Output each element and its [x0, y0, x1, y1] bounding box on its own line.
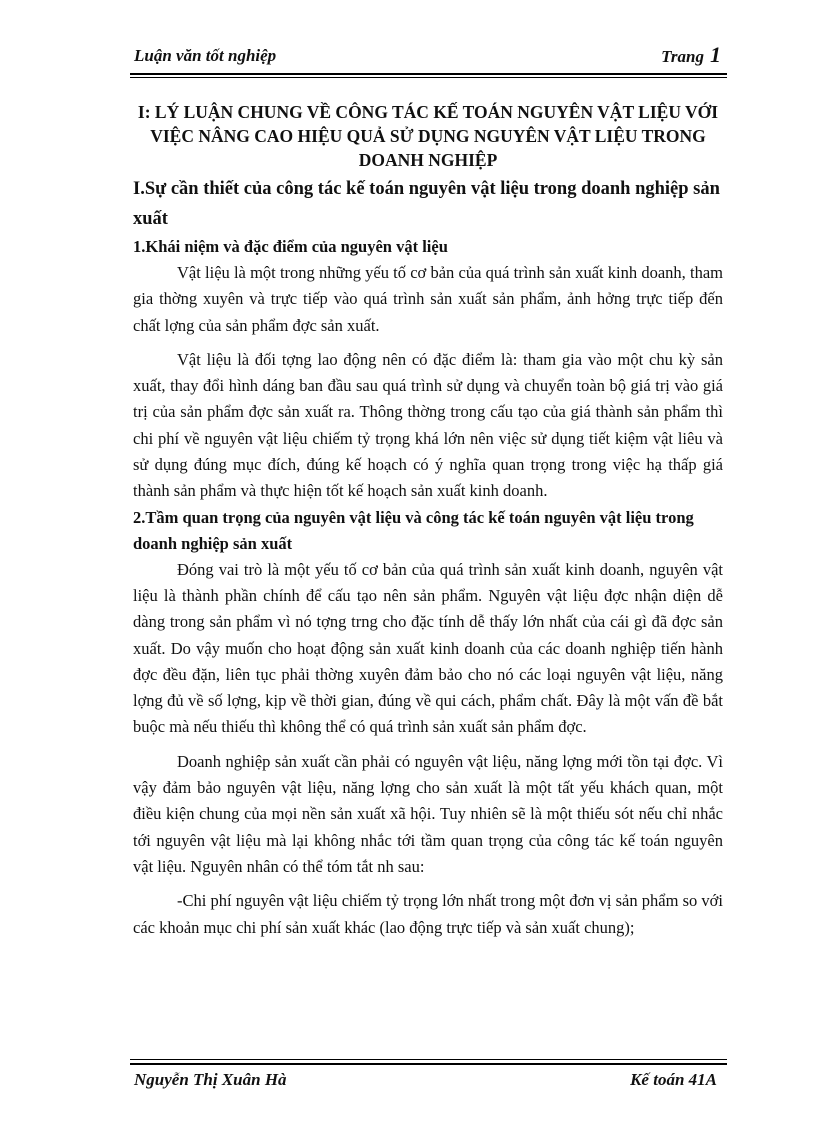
page-body	[133, 100, 723, 941]
paragraph-2: Vật liệu là đối tợng lao động nên có đặc điểm là: tham gia vào một chu kỳ sản xuất, thay đổi hình dáng ban đầu sau quá trình sử dụng và chuyển toàn bộ giá trị vào giá trị của sản phẩm đợc sản xuất ra. Thông thờng trong cấu tạo của giá thành sản phẩm thì chi phí về nguyên vật liệu chiếm tỷ trọng khá lớn nên việc sử dụng tiết kiệm vật liêu và sử dụng đúng mục đích, đúng kế hoạch có ý nghĩa quan trọng trong việc hạ thấp giá thành sản phẩm và thực hiện tốt kế hoạch sản xuất kinh doanh.	[133, 349, 723, 501]
page-number: 1	[710, 42, 721, 67]
footer-rule-thick	[130, 1063, 727, 1065]
paragraph-4: Doanh nghiệp sản xuất cần phải có nguyên vật liệu, năng lợng mới tồn tại đợc. Vì vậy đảm bảo nguyên vật liệu, năng lợng cho sản xuất là một tất yếu khách quan, một điều kiện chung của mọi nền sản xuất xã hội. Tuy nhiên sẽ là một thiếu sót nếu chỉ nhắc tới nguyên vật liệu mà lại không nhắc tới tầm quan trọng của công tác kế toán nguyên vật liệu. Nguyên nhân có thể tóm tắt nh sau:	[133, 751, 723, 876]
footer-rule-thin	[130, 1059, 727, 1060]
header-thesis-label: Luận văn tốt nghiệp	[134, 46, 277, 65]
header-rule-thick	[130, 73, 727, 75]
footer-author: Nguyễn Thị Xuân Hà	[134, 1070, 287, 1089]
header-rule-thin	[130, 77, 727, 78]
paragraph-3: Đóng vai trò là một yếu tố cơ bản của quá trình sản xuất kinh doanh, nguyên vật liệu là thành phần chính để cấu tạo nên sản phẩm. Nguyên vật liệu đợc nhận diện dễ dàng trong sản phẩm vì nó tợng trng cho đặc tính dễ thấy lớn nhất của cái gì đã đợc sản xuất. Do vậy muốn cho hoạt động sản xuất kinh doanh của các doanh nghiệp tiến hành đợc đều đặn, liên tục phải thờng xuyên đảm bảo cho nó các loại nguyên vật liệu, năng lợng đủ về số lợng, kịp về thời gian, đúng về qui cách, phẩm chất. Đây là một vấn đề bắt buộc mà nếu thiếu thì không thể có quá trình sản xuất sản phẩm đợc.	[133, 559, 723, 737]
header-page-word: Trang	[661, 47, 704, 66]
subsection-heading-2: 2.Tầm quan trọng của nguyên vật liệu và công tác kế toán nguyên vật liệu trong doanh nghiệp sản xuất	[133, 507, 694, 553]
page-footer	[130, 1068, 727, 1096]
paragraph-1: Vật liệu là một trong những yếu tố cơ bản của quá trình sản xuất kinh doanh, tham gia thờng xuyên và trực tiếp vào quá trình sản xuất sản phẩm, ảnh hởng trực tiếp đến chất lợng của sản phẩm đợc sản xuất.	[133, 263, 723, 335]
page-header	[130, 42, 727, 72]
footer-class: Kế toán 41A	[630, 1070, 717, 1089]
chapter-title: I: LÝ LUẬN CHUNG VỀ CÔNG TÁC KẾ TOÁN NGUYÊN VẬT LIỆU VỚI VIỆC NÂNG CAO HIỆU QUẢ SỬ DỤNG NGUYÊN VẬT LIỆU TRONG DOANH NGHIỆP	[137, 102, 719, 170]
section-heading: I.Sự cần thiết của công tác kế toán nguyên vật liệu trong doanh nghiệp sản xuất	[133, 179, 720, 229]
header-page-label	[661, 42, 721, 68]
subsection-heading-1: 1.Khái niệm và đặc điểm của nguyên vật liệu	[133, 237, 448, 256]
paragraph-5: -Chi phí nguyên vật liệu chiếm tỷ trọng lớn nhất trong một đơn vị sản phẩm so với các khoản mục chi phí sản xuất khác (lao động trực tiếp và sản xuất chung);	[133, 891, 723, 937]
